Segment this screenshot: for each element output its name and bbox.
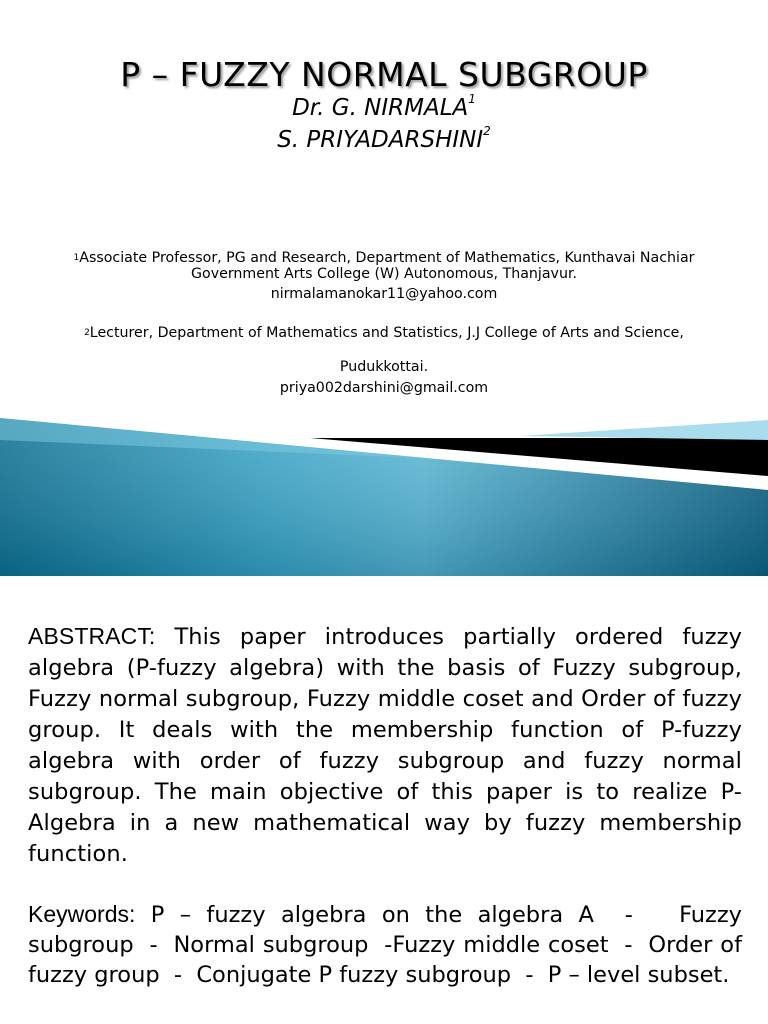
affiliation-place: Pudukkottai. <box>339 359 429 375</box>
author-1 <box>0 92 768 121</box>
affiliation-text: Associate Professor, PG and Research, Department of Mathematics, Kunthavai Nachiar Government Arts College (W) Autonomous, Thanjavur. <box>79 250 695 282</box>
email-2: priya002darshini@gmail.com <box>279 380 489 396</box>
abstract-label: ABSTRACT: <box>28 623 156 649</box>
author-name: Dr. G. NIRMALA <box>292 95 469 121</box>
affiliation-mark: 1 <box>73 253 80 263</box>
keywords-text: P – fuzzy algebra on the algebra A - Fuzzy subgroup - Normal subgroup -Fuzzy middle coset - Order of fuzzy group - Conjugate P fuzzy subgroup - P – level subset. <box>28 902 750 988</box>
keywords-paragraph <box>28 899 750 990</box>
author-2 <box>0 124 768 153</box>
affiliation-text: Lecturer, Department of Mathematics and Statistics, J.J College of Arts and Science, <box>89 325 684 341</box>
affiliation-mark: 2 <box>84 328 90 338</box>
abstract-text: This paper introduces partially ordered fuzzy algebra (P-fuzzy algebra) with the basis of Fuzzy subgroup, Fuzzy normal subgroup, Fuzzy middle coset and Order of fuzzy group. It deals with the membership function of P-fuzzy algebra with order of fuzzy subgroup and fuzzy normal subgroup. The main objective of this paper is to realize P-Algebra in a new mathematical way by fuzzy membership function. <box>28 624 742 867</box>
affiliation-1 <box>60 250 708 282</box>
author-name: S. PRIYADARSHINI <box>277 127 484 153</box>
abstract-paragraph <box>28 621 742 870</box>
keywords-label: Keywords: <box>28 901 136 927</box>
banner-light-stripe <box>520 420 768 440</box>
author-mark: 2 <box>483 124 491 139</box>
decorative-banner <box>0 410 768 580</box>
affiliation-2 <box>60 325 708 341</box>
paper-title: P – FUZZY NORMAL SUBGROUP <box>120 55 648 94</box>
author-mark: 1 <box>468 92 476 107</box>
email-1: nirmalamanokar11@yahoo.com <box>270 286 498 302</box>
